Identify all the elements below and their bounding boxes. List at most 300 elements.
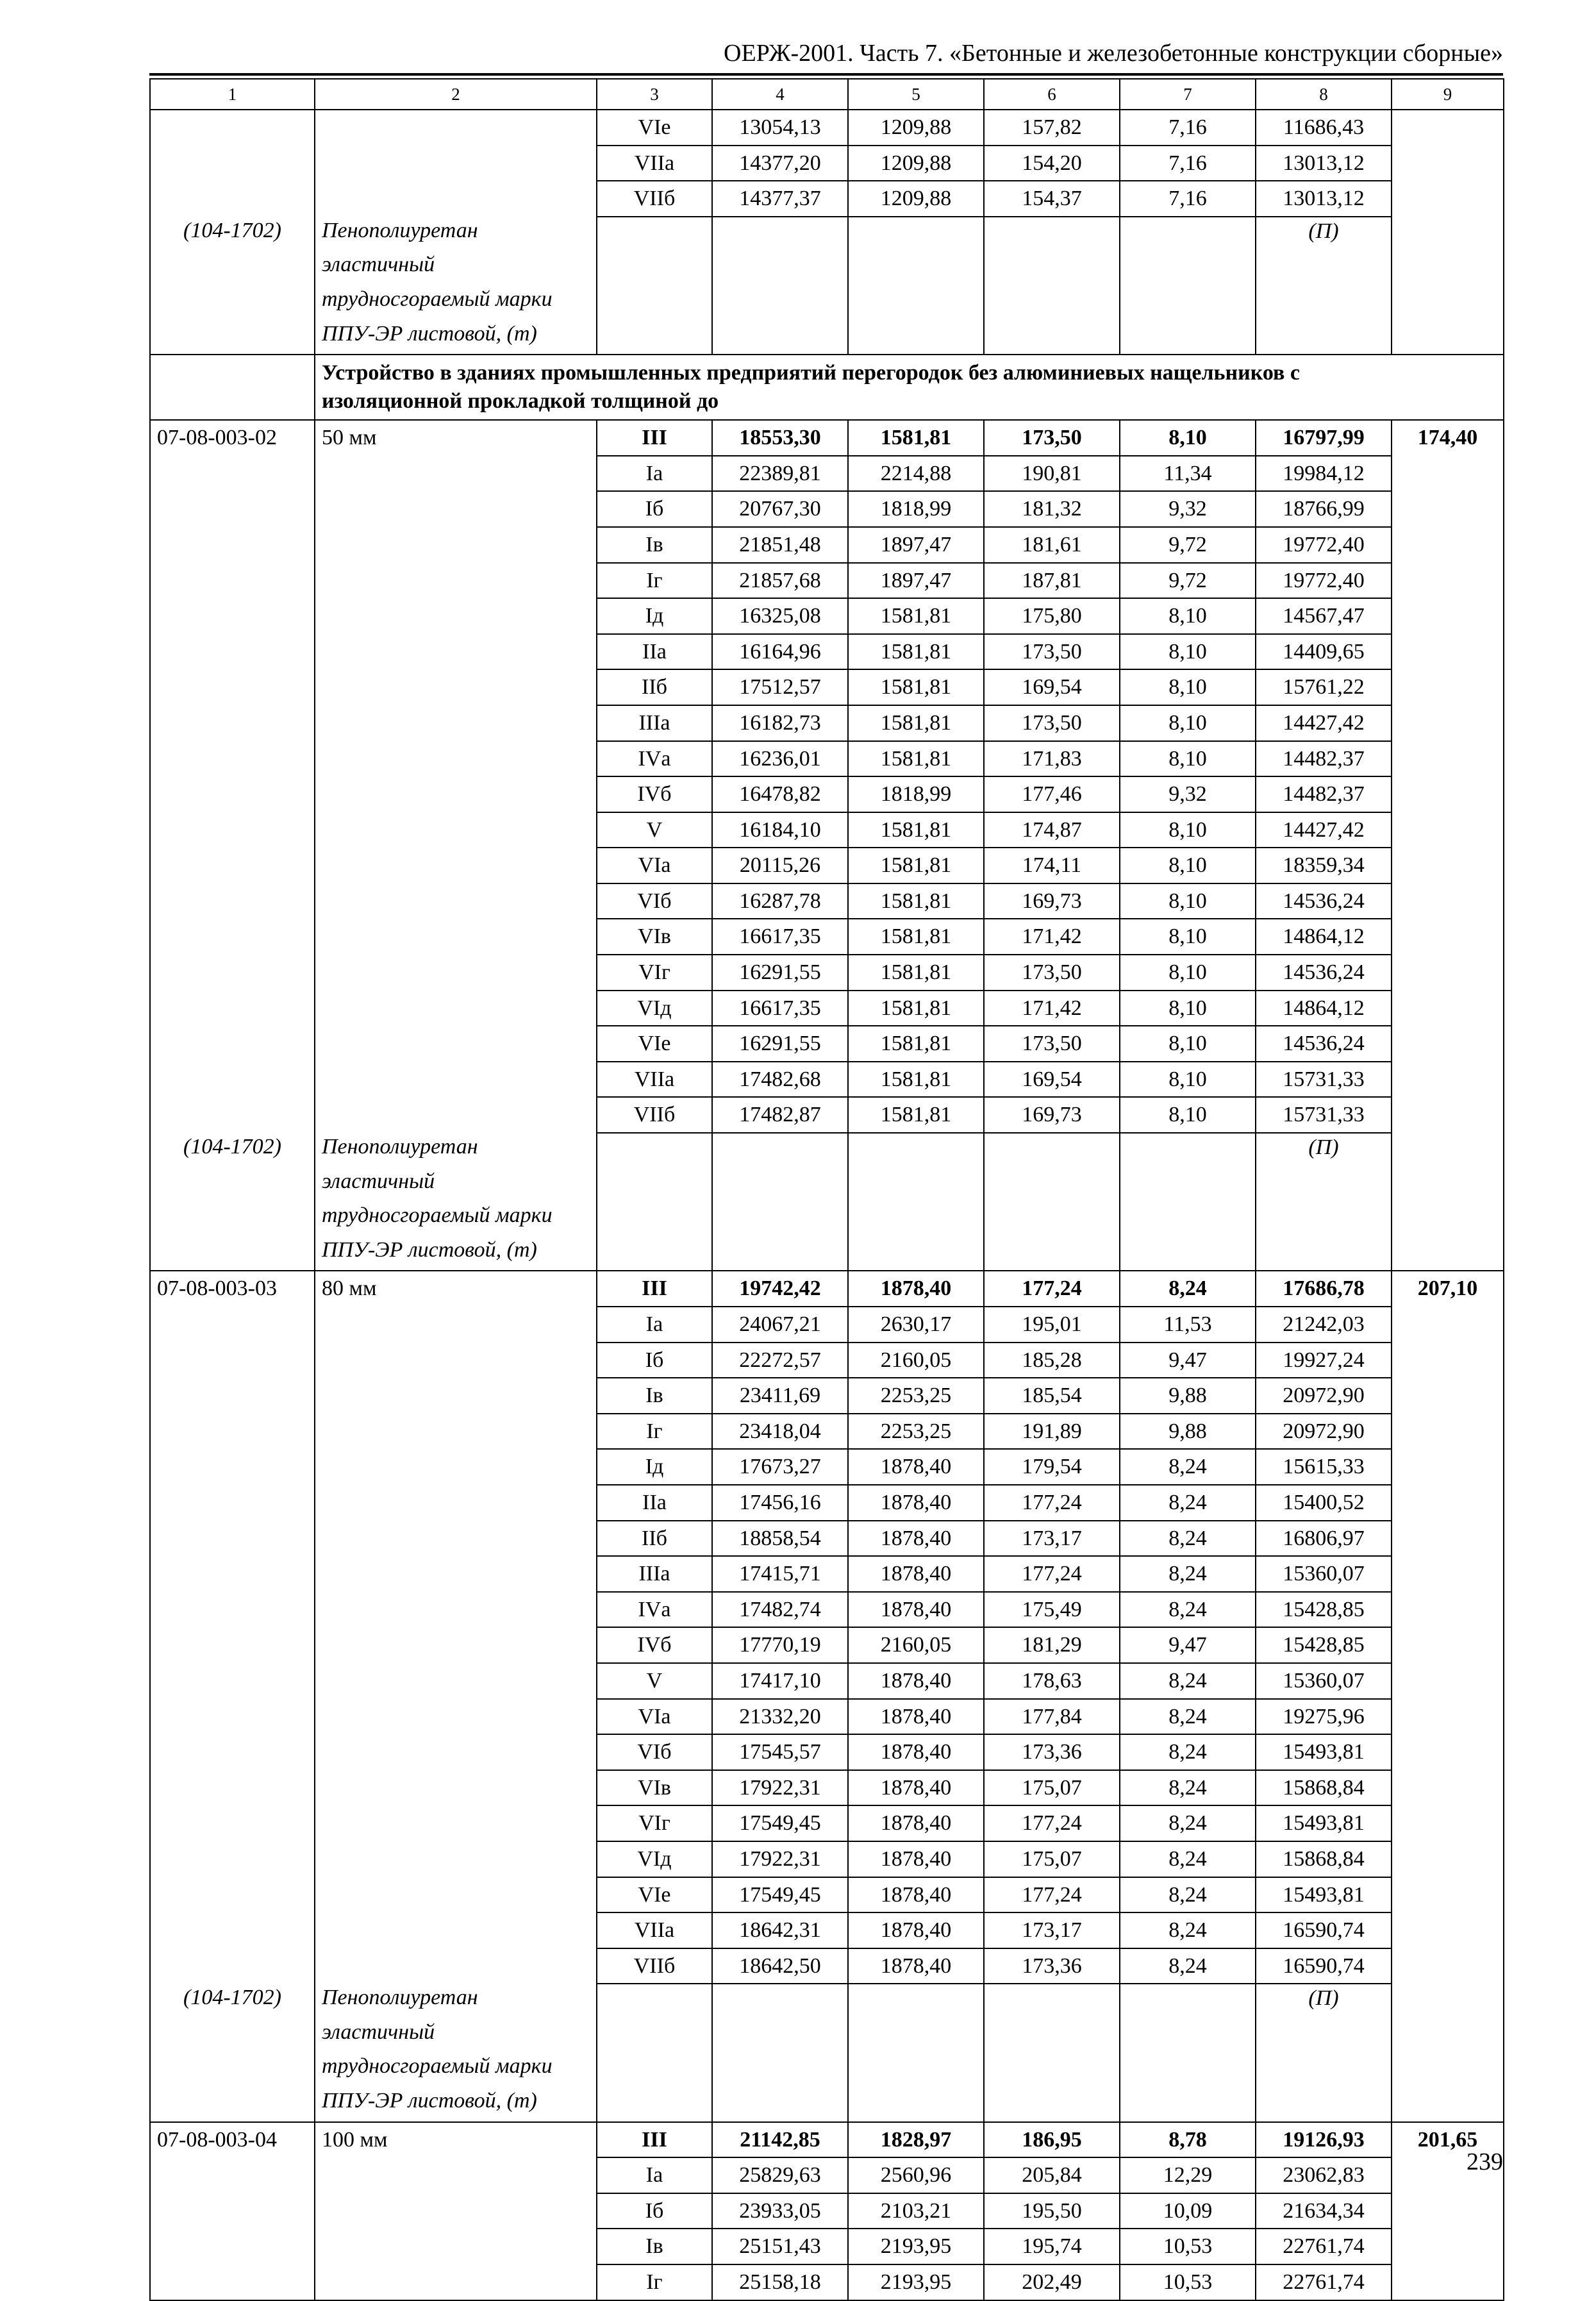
materials-cell (1256, 669, 1392, 705)
total-value: 17549,45 (739, 1811, 821, 1836)
wages-cell (848, 1770, 984, 1806)
labor-cell (1392, 883, 1504, 919)
total-value: 21857,68 (739, 568, 821, 592)
machinist-wages-cell (1120, 919, 1256, 955)
code-cell (150, 1449, 315, 1485)
wages-value: 1581,81 (880, 1103, 952, 1127)
table-row (150, 669, 1504, 705)
total-value: 16325,08 (739, 604, 821, 628)
region-cell (597, 146, 712, 181)
materials-value: 15761,22 (1283, 675, 1365, 699)
table-row (150, 883, 1504, 919)
empty-cell (984, 251, 1120, 285)
materials-value: 15615,33 (1283, 1455, 1365, 1479)
table-row (150, 1097, 1504, 1133)
labor-cell (1392, 955, 1504, 991)
wages-cell (848, 1062, 984, 1098)
materials-cell (1256, 1877, 1392, 1913)
material-code-cell (150, 285, 315, 320)
machinist-wages-cell (1120, 1663, 1256, 1699)
table-row (150, 1378, 1504, 1414)
machines-value: 185,54 (1022, 1384, 1082, 1408)
region-cell (597, 598, 712, 634)
wages-cell (848, 110, 984, 146)
materials-cell (1256, 1062, 1392, 1098)
materials-cell (1256, 1026, 1392, 1062)
total-cell (712, 1521, 848, 1557)
region-value: VIг (638, 1811, 670, 1836)
material-name-line: эластичный (322, 1169, 435, 1193)
region-cell (597, 181, 712, 217)
total-cell (712, 1485, 848, 1521)
table-row (150, 1699, 1504, 1735)
table-row (150, 1948, 1504, 1984)
material-row (150, 1133, 1504, 1167)
empty-cell (712, 1167, 848, 1202)
material-name-line: трудносгораемый марки (322, 1203, 553, 1228)
material-row (150, 2087, 1504, 2122)
region-value: V (646, 817, 663, 842)
work-code: 07-08-003-03 (157, 1276, 277, 1301)
machinist-wages-cell (1120, 705, 1256, 741)
name-cell (315, 1734, 597, 1770)
region-value: VIIа (634, 1918, 675, 1943)
total-value: 17549,45 (739, 1882, 821, 1907)
materials-cell (1256, 1912, 1392, 1948)
machines-cell (984, 1627, 1120, 1663)
section-title-line: изоляционной прокладкой толщиной до (322, 389, 719, 414)
code-cell (150, 181, 315, 217)
material-code: (104-1702) (183, 218, 281, 242)
materials-value: 18359,34 (1283, 853, 1365, 878)
materials-cell (1256, 598, 1392, 634)
table-row (150, 1271, 1504, 1307)
material-row (150, 285, 1504, 320)
labor-cell (1392, 1912, 1504, 1948)
total-cell (712, 1449, 848, 1485)
labor-cell (1392, 2229, 1504, 2264)
materials-value: 15731,33 (1283, 1067, 1365, 1091)
materials-value: 13013,12 (1283, 151, 1365, 175)
column-number: 2 (315, 79, 597, 110)
wages-value: 1581,81 (880, 746, 952, 771)
name-cell (315, 1343, 597, 1378)
material-row (150, 217, 1504, 251)
total-value: 17482,68 (739, 1067, 821, 1091)
total-cell (712, 146, 848, 181)
wages-value: 1581,81 (880, 426, 952, 450)
empty-cell (1256, 1984, 1392, 2018)
code-cell (150, 848, 315, 883)
wages-cell (848, 1521, 984, 1557)
machines-value: 177,24 (1022, 1490, 1082, 1514)
wages-cell (848, 598, 984, 634)
machinist-wages-cell (1120, 1026, 1256, 1062)
materials-cell (1256, 1699, 1392, 1735)
empty-cell (1120, 2087, 1256, 2122)
name-cell (315, 146, 597, 181)
name-cell (315, 527, 597, 563)
machinist-wages-value: 8,24 (1168, 1811, 1207, 1836)
wages-cell (848, 456, 984, 492)
machinist-wages-value: 8,24 (1168, 1740, 1207, 1764)
machines-value: 173,17 (1022, 1526, 1082, 1550)
table-row (150, 1343, 1504, 1378)
machines-cell (984, 1877, 1120, 1913)
region-value: IIб (642, 675, 667, 699)
table-row (150, 705, 1504, 741)
empty-cell (1120, 1201, 1256, 1236)
name-cell (315, 1271, 597, 1307)
empty-cell (1256, 285, 1392, 320)
empty-cell (1120, 251, 1256, 285)
empty-cell (848, 285, 984, 320)
wages-cell (848, 1663, 984, 1699)
machines-value: 178,63 (1022, 1668, 1082, 1693)
wages-cell (848, 991, 984, 1026)
material-row (150, 1236, 1504, 1271)
empty-cell (712, 1984, 848, 2018)
region-cell (597, 527, 712, 563)
material-row (150, 2018, 1504, 2053)
material-name-cell (315, 217, 597, 251)
name-cell (315, 919, 597, 955)
machinist-wages-value: 9,32 (1168, 497, 1207, 521)
name-cell (315, 420, 597, 456)
machinist-wages-value: 8,10 (1168, 710, 1207, 735)
empty-cell (1256, 217, 1392, 251)
total-cell (712, 1627, 848, 1663)
table-row (150, 1734, 1504, 1770)
name-cell (315, 1062, 597, 1098)
region-cell (597, 991, 712, 1026)
total-value: 14377,20 (739, 151, 821, 175)
machines-cell (984, 563, 1120, 599)
materials-value: 11686,43 (1283, 115, 1365, 139)
machines-cell (984, 776, 1120, 812)
materials-cell (1256, 491, 1392, 527)
code-cell (150, 1556, 315, 1592)
wages-cell (848, 1026, 984, 1062)
empty-cell (712, 285, 848, 320)
total-cell (712, 563, 848, 599)
material-code-cell (150, 2087, 315, 2122)
material-code-cell (150, 1236, 315, 1271)
wages-cell (848, 420, 984, 456)
machinist-wages-cell (1120, 491, 1256, 527)
region-value: Iв (645, 1384, 663, 1408)
wages-cell (848, 1734, 984, 1770)
total-value: 21851,48 (739, 532, 821, 556)
machines-cell (984, 634, 1120, 670)
material-name-cell (315, 2087, 597, 2122)
column-number: 1 (150, 79, 315, 110)
region-value: VIв (638, 1775, 671, 1800)
materials-value: 23062,83 (1283, 2163, 1365, 2188)
labor-cell (1392, 2264, 1504, 2300)
code-cell (150, 1699, 315, 1735)
table-row (150, 1627, 1504, 1663)
labor-cell (1392, 705, 1504, 741)
column-number: 9 (1392, 79, 1504, 110)
empty-cell (150, 355, 315, 420)
wages-value: 1878,40 (880, 1882, 952, 1907)
name-cell (315, 2122, 597, 2158)
machines-cell (984, 456, 1120, 492)
region-cell (597, 1485, 712, 1521)
machines-value: 177,46 (1022, 782, 1082, 807)
total-cell (712, 776, 848, 812)
name-cell (315, 598, 597, 634)
wages-cell (848, 812, 984, 848)
code-cell (150, 491, 315, 527)
material-name-cell (315, 1201, 597, 1236)
total-cell (712, 1378, 848, 1414)
code-cell (150, 1663, 315, 1699)
machinist-wages-value: 8,24 (1168, 1276, 1207, 1301)
materials-value: 15493,81 (1283, 1740, 1365, 1764)
machines-cell (984, 1521, 1120, 1557)
materials-value: 14409,65 (1283, 639, 1365, 664)
total-value: 18858,54 (739, 1526, 821, 1550)
machines-cell (984, 2229, 1120, 2264)
name-cell (315, 563, 597, 599)
machinist-wages-cell (1120, 1734, 1256, 1770)
wages-cell (848, 1699, 984, 1735)
table-row (150, 991, 1504, 1026)
wages-value: 1878,40 (880, 1455, 952, 1479)
region-value: VIа (638, 853, 671, 878)
header-rule (149, 73, 1503, 76)
machines-cell (984, 1948, 1120, 1984)
region-value: Iб (645, 497, 664, 521)
materials-value: 14536,24 (1283, 889, 1365, 913)
total-cell (712, 1062, 848, 1098)
materials-cell (1256, 1592, 1392, 1628)
code-cell (150, 110, 315, 146)
empty-cell (1256, 320, 1392, 355)
empty-cell (597, 320, 712, 355)
material-name-line: трудносгораемый марки (322, 287, 553, 311)
machinist-wages-value: 10,53 (1163, 2234, 1213, 2259)
empty-cell (984, 2087, 1120, 2122)
material-row (150, 251, 1504, 285)
wages-cell (848, 848, 984, 883)
machines-value: 181,61 (1022, 532, 1082, 556)
materials-cell (1256, 110, 1392, 146)
wages-cell (848, 181, 984, 217)
running-header: ОЕРЖ-2001. Часть 7. «Бетонные и железобетонные конструкции сборные» (724, 40, 1503, 67)
region-cell (597, 1307, 712, 1343)
labor-cell (1392, 1378, 1504, 1414)
empty-cell (1256, 1201, 1392, 1236)
code-cell (150, 1948, 315, 1984)
total-cell (712, 527, 848, 563)
wages-value: 1897,47 (880, 568, 952, 592)
empty-cell (712, 320, 848, 355)
labor-cell (1392, 848, 1504, 883)
region-value: IIIа (638, 1562, 670, 1586)
machinist-wages-value: 7,16 (1168, 187, 1207, 211)
labor-cell (1392, 1948, 1504, 1984)
wages-value: 1878,40 (880, 1704, 952, 1728)
labor-cell (1392, 1841, 1504, 1877)
table-row (150, 2157, 1504, 2193)
wages-cell (848, 1378, 984, 1414)
machines-cell (984, 1770, 1120, 1806)
machines-value: 154,20 (1022, 151, 1082, 175)
name-cell (315, 1592, 597, 1628)
materials-value: 19927,24 (1283, 1348, 1365, 1372)
code-cell (150, 1271, 315, 1307)
wages-value: 1581,81 (880, 817, 952, 842)
wages-value: 1878,40 (880, 1526, 952, 1550)
machinist-wages-value: 8,24 (1168, 1775, 1207, 1800)
labor-cell (1392, 598, 1504, 634)
name-cell (315, 1770, 597, 1806)
total-cell (712, 110, 848, 146)
wages-cell (848, 491, 984, 527)
machinist-wages-cell (1120, 634, 1256, 670)
labor-cell (1392, 181, 1504, 217)
wages-value: 1581,81 (880, 853, 952, 878)
machinist-wages-value: 9,72 (1168, 568, 1207, 592)
name-cell (315, 1378, 597, 1414)
code-cell (150, 1877, 315, 1913)
table-row (150, 741, 1504, 777)
region-value: VIIб (633, 187, 676, 211)
machines-value: 173,50 (1022, 710, 1082, 735)
materials-value: 14482,37 (1283, 782, 1365, 807)
machines-cell (984, 991, 1120, 1026)
code-cell (150, 1841, 315, 1877)
table-row (150, 1805, 1504, 1841)
materials-cell (1256, 1414, 1392, 1450)
labor-cell (1392, 1449, 1504, 1485)
labor-cell (1392, 669, 1504, 705)
machinist-wages-cell (1120, 1877, 1256, 1913)
total-cell (712, 2122, 848, 2158)
wages-value: 1581,81 (880, 604, 952, 628)
total-value: 16236,01 (739, 746, 821, 771)
materials-cell (1256, 1521, 1392, 1557)
materials-value: 19126,93 (1283, 2127, 1365, 2152)
materials-cell (1256, 1841, 1392, 1877)
machines-value: 175,07 (1022, 1846, 1082, 1871)
machines-cell (984, 491, 1120, 527)
wages-value: 1878,40 (880, 1918, 952, 1943)
machinist-wages-cell (1120, 1097, 1256, 1133)
material-name-line: ППУ-ЭР листовой, (т) (322, 2089, 537, 2113)
machines-value: 177,24 (1022, 1811, 1082, 1836)
machines-value: 190,81 (1022, 461, 1082, 485)
machinist-wages-cell (1120, 776, 1256, 812)
section-title-line: Устройство в зданиях промышленных предприятий перегородок без алюминиевых нащельников с (322, 361, 1300, 385)
region-value: IVа (638, 746, 671, 771)
material-name-line: Пенополиуретан (322, 1135, 478, 1159)
wages-value: 1581,81 (880, 925, 952, 949)
empty-cell (1392, 1236, 1504, 1271)
total-cell (712, 1912, 848, 1948)
machinist-wages-value: 8,10 (1168, 853, 1207, 878)
machinist-wages-cell (1120, 2229, 1256, 2264)
region-value: IIа (642, 1490, 667, 1514)
empty-cell (597, 285, 712, 320)
labor-cell (1392, 146, 1504, 181)
wages-value: 1581,81 (880, 996, 952, 1020)
machines-value: 181,29 (1022, 1633, 1082, 1657)
labor-value: 174,40 (1417, 426, 1478, 450)
machines-cell (984, 1378, 1120, 1414)
machines-value: 175,49 (1022, 1597, 1082, 1621)
total-cell (712, 1699, 848, 1735)
wages-cell (848, 741, 984, 777)
machinist-wages-value: 9,88 (1168, 1384, 1207, 1408)
labor-cell (1392, 1485, 1504, 1521)
column-number: 3 (597, 79, 712, 110)
machinist-wages-value: 8,24 (1168, 1562, 1207, 1586)
machines-value: 177,24 (1022, 1562, 1082, 1586)
wages-cell (848, 2157, 984, 2193)
table-row (150, 527, 1504, 563)
table-row (150, 776, 1504, 812)
labor-cell (1392, 1805, 1504, 1841)
materials-value: 20972,90 (1283, 1384, 1365, 1408)
labor-cell (1392, 2193, 1504, 2229)
code-cell (150, 1734, 315, 1770)
region-cell (597, 812, 712, 848)
table-row (150, 420, 1504, 456)
machines-cell (984, 1414, 1120, 1450)
empty-cell (712, 1201, 848, 1236)
name-cell (315, 110, 597, 146)
machines-cell (984, 1271, 1120, 1307)
labor-cell (1392, 1343, 1504, 1378)
labor-cell (1392, 1062, 1504, 1098)
labor-cell (1392, 1026, 1504, 1062)
wages-value: 1878,40 (880, 1597, 952, 1621)
machines-value: 173,50 (1022, 639, 1082, 664)
materials-cell (1256, 955, 1392, 991)
total-cell (712, 883, 848, 919)
region-value: Iв (645, 2234, 663, 2259)
total-cell (712, 2264, 848, 2300)
empty-cell (1256, 2087, 1392, 2122)
total-value: 18642,31 (739, 1918, 821, 1943)
total-cell (712, 1841, 848, 1877)
region-cell (597, 2193, 712, 2229)
name-cell (315, 456, 597, 492)
region-cell (597, 563, 712, 599)
region-cell (597, 2157, 712, 2193)
total-cell (712, 1556, 848, 1592)
machinist-wages-cell (1120, 2193, 1256, 2229)
region-value: VIе (638, 115, 671, 139)
total-cell (712, 1414, 848, 1450)
machinist-wages-value: 8,10 (1168, 817, 1207, 842)
machinist-wages-cell (1120, 1592, 1256, 1628)
machinist-wages-cell (1120, 883, 1256, 919)
work-code: 07-08-003-02 (157, 426, 277, 450)
materials-cell (1256, 2264, 1392, 2300)
table-row (150, 1026, 1504, 1062)
total-value: 16478,82 (739, 782, 821, 807)
labor-value: 207,10 (1417, 1276, 1478, 1301)
region-value: III (642, 2127, 667, 2152)
wages-value: 1878,40 (880, 1668, 952, 1693)
machinist-wages-cell (1120, 1770, 1256, 1806)
machinist-wages-cell (1120, 563, 1256, 599)
